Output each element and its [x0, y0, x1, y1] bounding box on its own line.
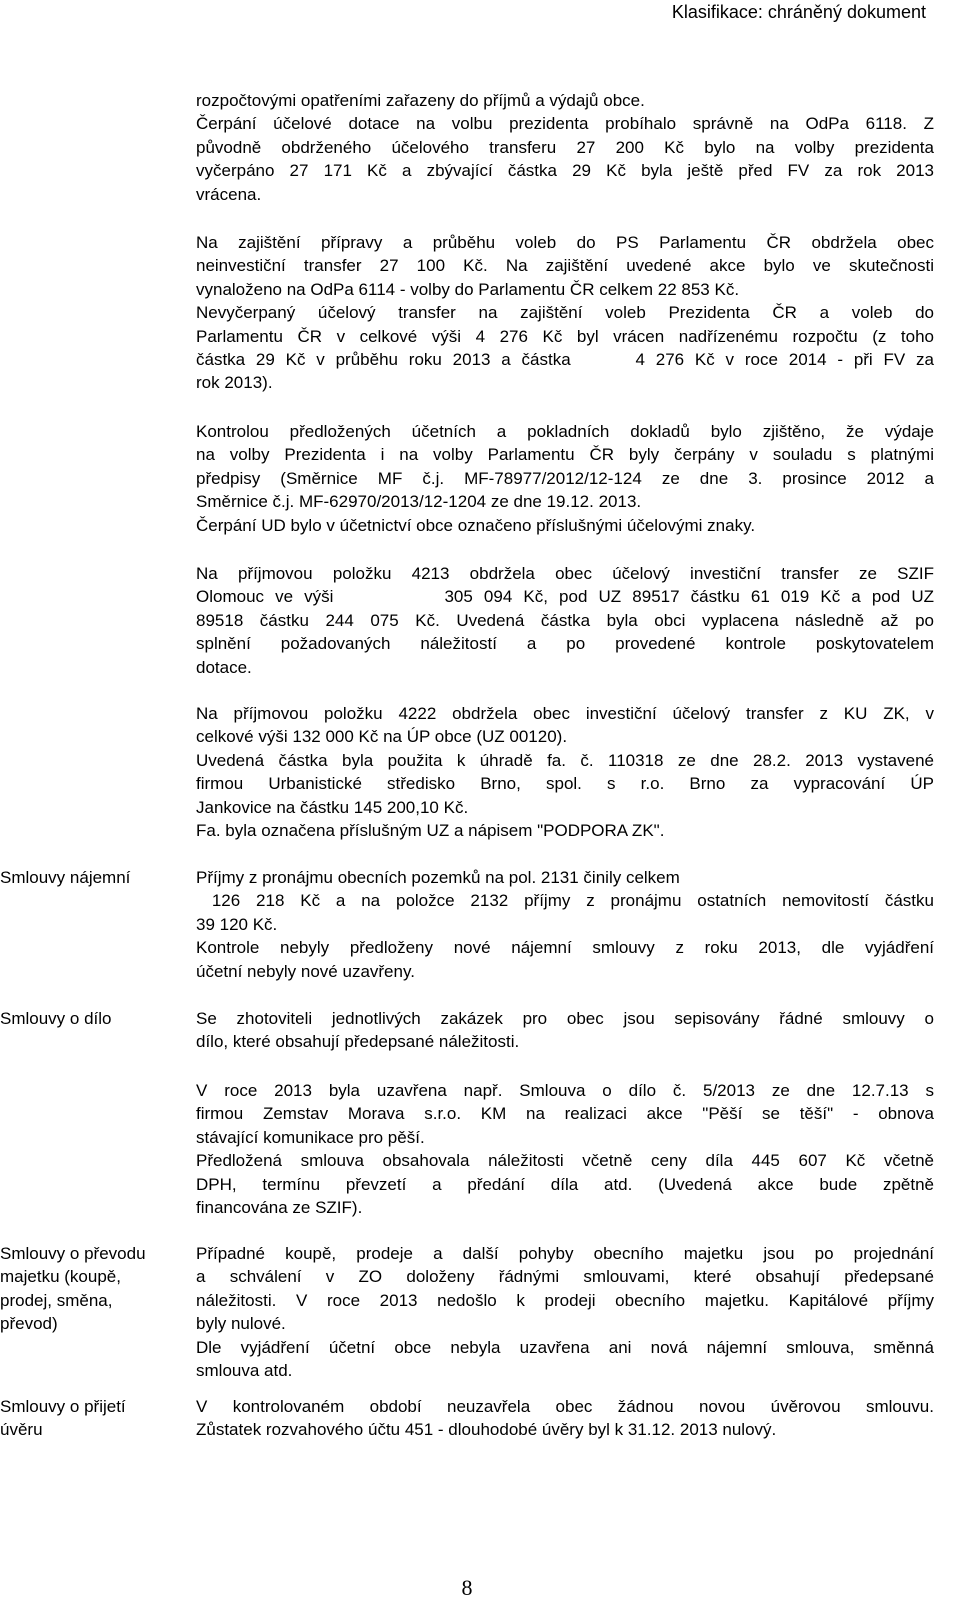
text-line: Směrnice č.j. MF-62970/2013/12-1204 ze dne 19.12. 2013.	[196, 492, 642, 512]
text-line: na volby Prezidenta i na volby Parlamentu ČR byly čerpány v souladu s platnými	[196, 445, 934, 465]
text-line: Čerpání UD bylo v účetnictví obce označeno příslušnými účelovými znaky.	[196, 515, 756, 535]
text-line: Olomouc ve výši 305 094 Kč, pod UZ 89517 částku 61 019 Kč a pod UZ	[196, 587, 934, 607]
classification-header: Klasifikace: chráněný dokument	[671, 2, 926, 22]
text-line: účetní nebyly nové uzavřeny.	[196, 961, 415, 981]
paragraph-audit-findings	[196, 420, 934, 537]
text-line: Na zajištění přípravy a průběhu voleb do PS Parlamentu ČR obdržela obec	[196, 233, 934, 252]
text-line: a schválení v ZO doloženy řádnými smlouvami, které obsahují předepsané	[196, 1267, 934, 1287]
text-line: V kontrolovaném období neuzavřela obec žádnou novou úvěrovou smlouvu.	[196, 1397, 934, 1416]
text-line: Kontrole nebyly předloženy nové nájemní smlouvy z roku 2013, dle vyjádření	[196, 938, 934, 958]
text-line: smlouva atd.	[196, 1361, 293, 1381]
side-label-line: prodej, směna,	[0, 1290, 113, 1310]
text-line: Čerpání účelové dotace na volbu prezidenta probíhalo správně na OdPa 6118. Z	[196, 114, 934, 134]
paragraph-property-transfers	[196, 1242, 934, 1336]
side-label-loan-contracts	[0, 1395, 185, 1442]
text-line: Jankovice na částku 145 200,10 Kč.	[196, 797, 469, 817]
text-line: V roce 2013 byla uzavřena např. Smlouva o dílo č. 5/2013 ze dne 12.7.13 s	[196, 1081, 934, 1100]
text-line: Na příjmovou položku 4213 obdržela obec účelový investiční transfer ze SZIF	[196, 564, 934, 583]
text-line: Na příjmovou položku 4222 obdržela obec investiční účelový transfer z KU ZK, v	[196, 704, 934, 723]
text-line: vyčerpáno 27 171 Kč a zbývající částka 29 Kč byla ještě před FV za rok 2013	[196, 161, 934, 181]
text-line: firmou Urbanistické středisko Brno, spol. s r.o. Brno za vypracování ÚP	[196, 774, 934, 794]
text-line: stávající komunikace pro pěší.	[196, 1127, 425, 1147]
paragraph-szif-transfer	[196, 562, 934, 679]
side-label-line: úvěru	[0, 1420, 43, 1440]
text-line: náležitosti. V roce 2013 nedošlo k prodeji obecního majetku. Kapitálové příjmy	[196, 1290, 934, 1310]
text-line: vynaloženo na OdPa 6114 - volby do Parlamentu ČR celkem 22 853 Kč.	[196, 279, 740, 299]
text-line: financována ze SZIF).	[196, 1198, 363, 1218]
paragraph-lease-income	[196, 866, 934, 983]
text-line: Uvedená částka byla použita k úhradě fa. č. 110318 ze dne 28.2. 2013 vystavené	[196, 750, 934, 770]
paragraph-election-parliament	[196, 231, 934, 395]
side-label-line: Smlouvy o dílo	[0, 1009, 112, 1028]
text-line: Kontrolou předložených účetních a pokladních dokladů bylo zjištěno, že výdaje	[196, 422, 934, 441]
text-line: 39 120 Kč.	[196, 914, 278, 934]
text-line: 89518 částku 244 075 Kč. Uvedená částka byla obci vyplacena následně až po	[196, 610, 934, 630]
text-line: Fa. byla označena příslušným UZ a nápisem "PODPORA ZK".	[196, 821, 665, 841]
text-line: dílo, které obsahují předepsané náležitosti.	[196, 1032, 520, 1052]
text-line: Případné koupě, prodeje a další pohyby obecního majetku jsou po projednání	[196, 1244, 934, 1263]
text-line: firmou Zemstav Morava s.r.o. KM na realizaci akce "Pěší se těší" - obnova	[196, 1104, 934, 1124]
text-line: rozpočtovými opatřeními zařazeny do příjmů a výdajů obce.	[196, 91, 645, 110]
text-line: Parlamentu ČR v celkové výši 4 276 Kč byl vrácen nadřízenému rozpočtu (z toho	[196, 326, 934, 346]
side-label-line: převod)	[0, 1314, 58, 1334]
text-line: celkové výši 132 000 Kč na ÚP obce (UZ 00120).	[196, 727, 568, 747]
page-number: 8	[461, 1575, 473, 1600]
text-line: předpisy (Směrnice MF č.j. MF-78977/2012/12-124 ze dne 3. prosince 2012 a	[196, 468, 934, 488]
text-line: Zůstatek rozvahového účtu 451 - dlouhodobé úvěry byl k 31.12. 2013 nulový.	[196, 1420, 777, 1440]
side-label-line: Smlouvy o přijetí	[0, 1397, 126, 1416]
text-line: neinvestiční transfer 27 100 Kč. Na zajištění uvedené akce bylo ve skutečnosti	[196, 256, 934, 276]
side-label-work-contracts	[0, 1007, 185, 1030]
text-line: Příjmy z pronájmu obecních pozemků na pol. 2131 činily celkem	[196, 868, 680, 887]
text-line: vrácena.	[196, 184, 262, 204]
text-line: Nevyčerpaný účelový transfer na zajištění voleb Prezidenta ČR a voleb do	[196, 303, 934, 323]
text-line: původně obdrženého účelového transferu 27 200 Kč bylo na volby prezidenta	[196, 137, 934, 157]
text-line: Se zhotoviteli jednotlivých zakázek pro obec jsou sepisovány řádné smlouvy o	[196, 1009, 934, 1028]
side-label-line: Smlouvy o převodu	[0, 1244, 146, 1263]
paragraph-work-contract-example	[196, 1079, 934, 1219]
text-line: dotace.	[196, 657, 252, 677]
text-line: splnění požadovaných náležitostí a po provedené kontrole poskytovatelem	[196, 634, 934, 654]
text-line: Předložená smlouva obsahovala náležitosti včetně ceny díla 445 607 Kč včetně	[196, 1151, 934, 1171]
side-label-line: majetku (koupě,	[0, 1267, 121, 1287]
text-line: byly nulové.	[196, 1314, 286, 1334]
paragraph-election-president	[196, 89, 934, 206]
text-line: částka 29 Kč v průběhu roku 2013 a částka 4 276 Kč v roce 2014 - při FV za	[196, 350, 934, 370]
side-label-line: Smlouvy nájemní	[0, 868, 131, 887]
paragraph-ku-zk-transfer	[196, 702, 934, 842]
text-line: rok 2013).	[196, 373, 273, 393]
text-line: 126 218 Kč a na položce 2132 příjmy z pronájmu ostatních nemovitostí částku	[196, 891, 934, 911]
paragraph-loans	[196, 1395, 934, 1442]
text-line: DPH, termínu převzetí a předání díla atd. (Uvedená akce bude zpětně	[196, 1174, 934, 1194]
paragraph-work-contracts	[196, 1007, 934, 1054]
text-line: Dle vyjádření účetní obce nebyla uzavřena ani nová nájemní smlouva, směnná	[196, 1338, 934, 1357]
side-label-property-transfer	[0, 1242, 185, 1336]
side-label-lease-contracts	[0, 866, 185, 889]
paragraph-no-new-contracts	[196, 1336, 934, 1383]
